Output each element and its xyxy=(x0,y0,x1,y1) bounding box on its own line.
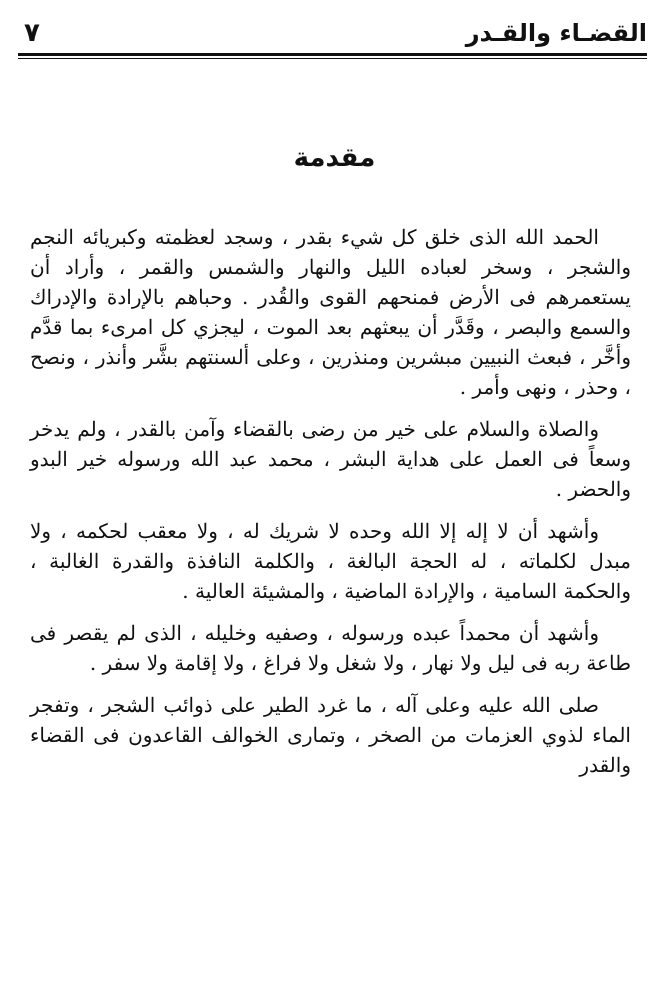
paragraph-testimony-god: وأشهد أن لا إله إلا الله وحده لا شريك له ، ولا معقب لحكمه ، ولا مبدل لكلماته ، له الحجة البالغة ، والكلمة النافذة والقدرة الغالبة ، والحكمة السامية ، والإرادة الماضية ، والمشيئة العالية . xyxy=(30,519,631,603)
running-header xyxy=(18,16,647,56)
paragraph-blessing: والصلاة والسلام على خير من رضى بالقضاء وآمن بالقدر ، ولم يدخر وسعاً فى العمل على هداية البشر ، محمد عبد الله ورسوله خير البدو والحضر . xyxy=(30,417,631,501)
paragraph-praise: الحمد الله الذى خلق كل شيء بقدر ، وسجد لعظمته وكبريائه النجم والشجر ، وسخر لعباده الليل والنهار والشمس والقمر ، وأراد أن يستعمرهم فى الأرض فمنحهم القوى والقُدر . وحباهم بالإرادة والإدراك والسمع والبصر ، وقَدَّر أن يبعثهم بعد الموت ، ليجزي كل امرىء بما قدَّم وأخَّر ، فبعث النبيين مبشرين ومنذرين ، وعلى ألسنتهم بشَّر وأنذر ، ونصح ، وحذر ، ونهى وأمر . xyxy=(30,225,631,399)
paragraph-testimony-prophet: وأشهد أن محمداً عبده ورسوله ، وصفيه وخليله ، الذى لم يقصر فى طاعة ربه فى ليل ولا نهار ، ولا شغل ولا فراغ ، ولا إقامة ولا سفر . xyxy=(30,621,631,675)
paragraph-closing: صلى الله عليه وعلى آله ، ما غرد الطير على ذوائب الشجر ، وتفجر الماء لذوي العزمات من الصخر ، وتمارى الخوالف القاعدون فى القضاء والقدر xyxy=(30,693,631,777)
section-title: مقدمة xyxy=(293,143,376,173)
page-number: ٧ xyxy=(24,18,40,48)
body-text xyxy=(30,222,631,792)
header-rule-thin xyxy=(18,58,647,59)
running-header-title: القضـاء والقـدر xyxy=(465,19,647,47)
header-rule-thick xyxy=(18,53,647,56)
